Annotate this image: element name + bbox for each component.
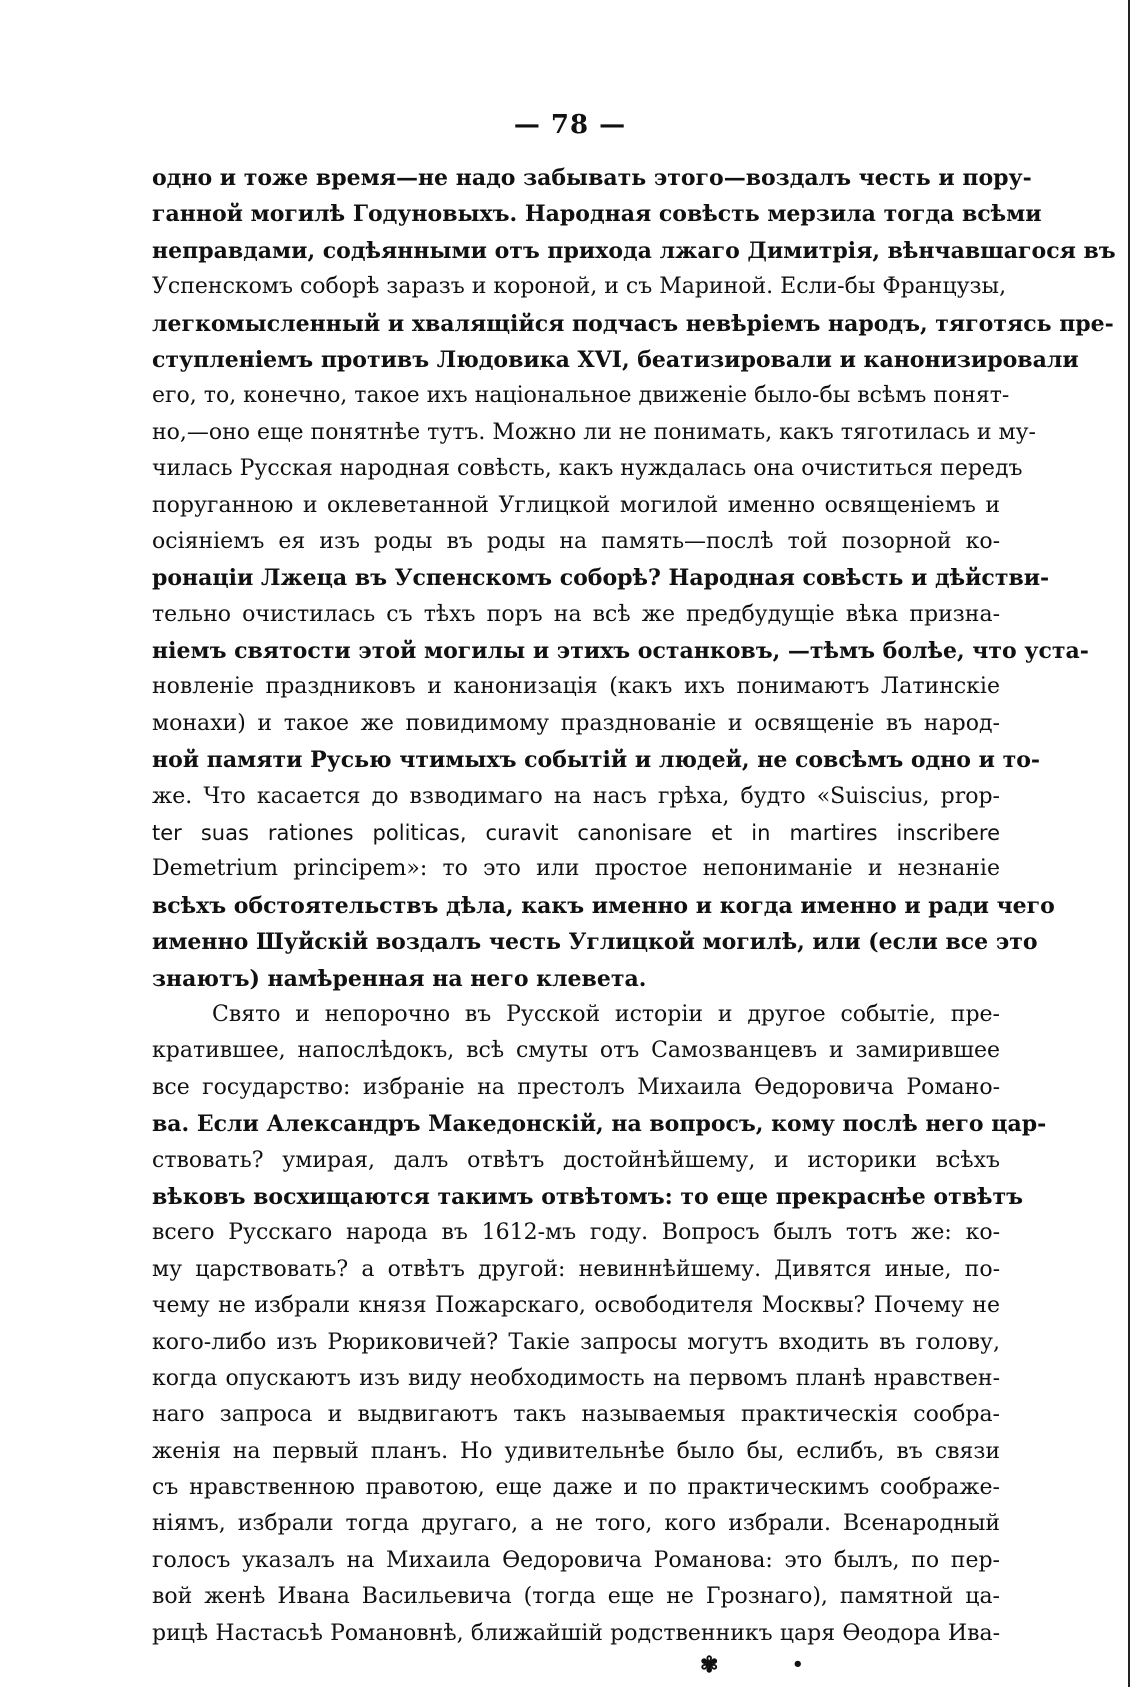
text-line: Успенскомъ соборѣ заразъ и короной, и съ Мариной. Если-бы Французы, — [152, 274, 1007, 300]
text-line: всего Русскаго народа въ 1612-мъ году. Вопросъ былъ тотъ же: ко- — [152, 1220, 1000, 1246]
text-line: неправдами, содѣянными отъ прихода лжаго Димитрія, вѣнчавшагося въ — [152, 237, 1116, 264]
text-line: рицѣ Настасьѣ Романовнѣ, ближайшій родственникъ царя Ѳеодора Ива- — [152, 1620, 1000, 1646]
text-line: кратившее, напослѣдокъ, всѣ смуты отъ Самозванцевъ и замирившее — [152, 1038, 1000, 1064]
text-line: чилась Русская народная совѣсть, какъ нуждалась она очиститься передъ — [152, 456, 1023, 482]
body-text — [152, 160, 1116, 1652]
text-line: му царствовать? а отвѣтъ другой: невиннѣйшему. Дивятся иные, по- — [152, 1256, 1000, 1282]
text-line: именно Шуйскій воздалъ честь Углицкой могилѣ, или (если все это — [152, 929, 1038, 956]
text-line: кого-либо изъ Рюриковичей? Такіе запросы могутъ входить въ голову, — [152, 1329, 1000, 1355]
text-line: но,—оно еще понятнѣе тутъ. Можно ли не понимать, какъ тяготилась и му- — [152, 419, 1036, 445]
text-line: вой женѣ Ивана Васильевича (тогда еще не Грознаго), памятной ца- — [152, 1584, 1000, 1610]
page-edge-rule — [1128, 0, 1130, 1687]
text-line: его, то, конечно, такое ихъ національное движеніе было-бы всѣмъ понят- — [152, 383, 1010, 409]
page-number: — 78 — — [513, 110, 627, 140]
text-line: когда опускаютъ изъ виду необходимость на первомъ планѣ нравствен- — [152, 1365, 1000, 1391]
text-line: чему не избрали князя Пожарскаго, освободителя Москвы? Почему не — [152, 1293, 1000, 1319]
text-line: новленіе праздниковъ и канонизація (какъ ихъ понимаютъ Латинскіе — [152, 674, 1000, 700]
text-line: же. Что касается до взводимаго на насъ грѣха, будто «Suiscius, prop- — [152, 783, 1000, 809]
text-line: ствовать? умирая, далъ отвѣтъ достойнѣйшему, и историки всѣхъ — [152, 1147, 1000, 1173]
text-line: легкомысленный и хвалящійся подчасъ невѣріемъ народъ, тяготясь пре- — [152, 310, 1114, 337]
text-line: одно и тоже время—не надо забывать этого—воздалъ честь и пору- — [152, 165, 1032, 191]
text-line: Demetrium principem»: то это или простое непониманіе и незнаніе — [152, 856, 1000, 882]
text-line: ва. Если Александръ Македонскій, на вопросъ, кому послѣ него цар- — [152, 1111, 1047, 1138]
text-line: ронаціи Лжеца въ Успенскомъ соборѣ? Народная совѣсть и дѣйстви- — [152, 565, 1050, 592]
text-line: ганной могилѣ Годуновыхъ. Народная совѣсть мерзила тогда всѣми — [152, 201, 1042, 228]
text-line: ной памяти Русью чтимыхъ событій и людей, не совсѣмъ одно и то- — [152, 747, 1041, 774]
text-line: ступленіемъ противъ Людовика XVI, беатизировали и канонизировали — [152, 346, 1079, 373]
text-line: ніямъ, избрали тогда другаго, а не того, кого избрали. Всенародный — [152, 1511, 1000, 1537]
ink-dot: • — [792, 1654, 804, 1675]
text-line: монахи) и такое же повидимому празднованіе и освященіе въ народ- — [152, 710, 1000, 736]
text-line: ніемъ святости этой могилы и этихъ останковъ, —тѣмъ болѣе, что уста- — [152, 638, 1089, 665]
text-line: вѣковъ восхищаются такимъ отвѣтомъ: то еще прекраснѣе отвѣтъ — [152, 1183, 1023, 1210]
text-line: тельно очистилась съ тѣхъ поръ на всѣ же предбудущіе вѣка призна- — [152, 601, 1000, 627]
text-line: Свято и непорочно въ Русской исторіи и другое событіе, пре- — [212, 1001, 1000, 1027]
text-line: знаютъ) намѣренная на него клевета. — [152, 965, 647, 992]
text-line: голосъ указалъ на Михаила Ѳедоровича Романова: это былъ, по пер- — [152, 1547, 1000, 1573]
text-line: всѣхъ обстоятельствъ дѣла, какъ именно и когда именно и ради чего — [152, 892, 1055, 919]
text-line: женія на первый планъ. Но удивительнѣе было бы, еслибъ, въ связи — [152, 1438, 1000, 1464]
text-line: наго запроса и выдвигаютъ такъ называемыя практическія сообра- — [152, 1402, 1000, 1428]
text-line: съ нравственною правотою, еще даже и по практическимъ соображе- — [152, 1475, 1000, 1501]
text-line: осіяніемъ ея изъ роды въ роды на память—послѣ той позорной ко- — [152, 528, 1000, 554]
printer-ornament: ✾ — [700, 1652, 719, 1678]
text-line: ter suas rationes politicas, curavit canonisare et in martires inscribere — [152, 821, 1000, 846]
text-line: поруганною и оклеветанной Углицкой могилой именно освященіемъ и — [152, 492, 1000, 518]
text-line: все государство: избраніе на престолъ Михаила Ѳедоровича Романо- — [152, 1074, 1000, 1100]
